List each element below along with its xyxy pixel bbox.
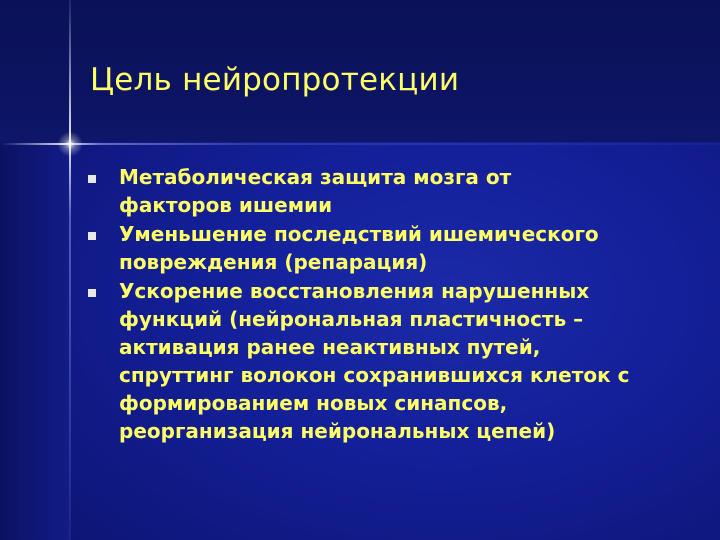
square-bullet-icon	[88, 175, 96, 183]
bullet-item	[88, 220, 708, 276]
bullet-text: Уменьшение последствий ишемического повреждения (репарация)	[119, 222, 599, 274]
bullet-text: Ускорение восстановления нарушенных функций (нейрональная пластичность – активация ранее неактивных путей, спруттинг волокон сохранившихся клеток с формированием новых синапсов, реорганизация нейрональных цепей)	[119, 279, 630, 443]
vertical-accent-line	[69, 0, 71, 540]
square-bullet-icon	[88, 232, 96, 240]
bullet-item	[88, 277, 708, 445]
left-band	[0, 142, 70, 540]
square-bullet-icon	[88, 289, 96, 297]
horizontal-accent-line	[0, 143, 720, 145]
bullet-item	[88, 163, 708, 219]
slide-title: Цель нейропротекции	[90, 62, 460, 98]
bullet-list	[88, 163, 708, 446]
star-sparkle-icon	[55, 129, 85, 159]
bullet-text: Метаболическая защита мозга от факторов ишемии	[119, 165, 512, 217]
